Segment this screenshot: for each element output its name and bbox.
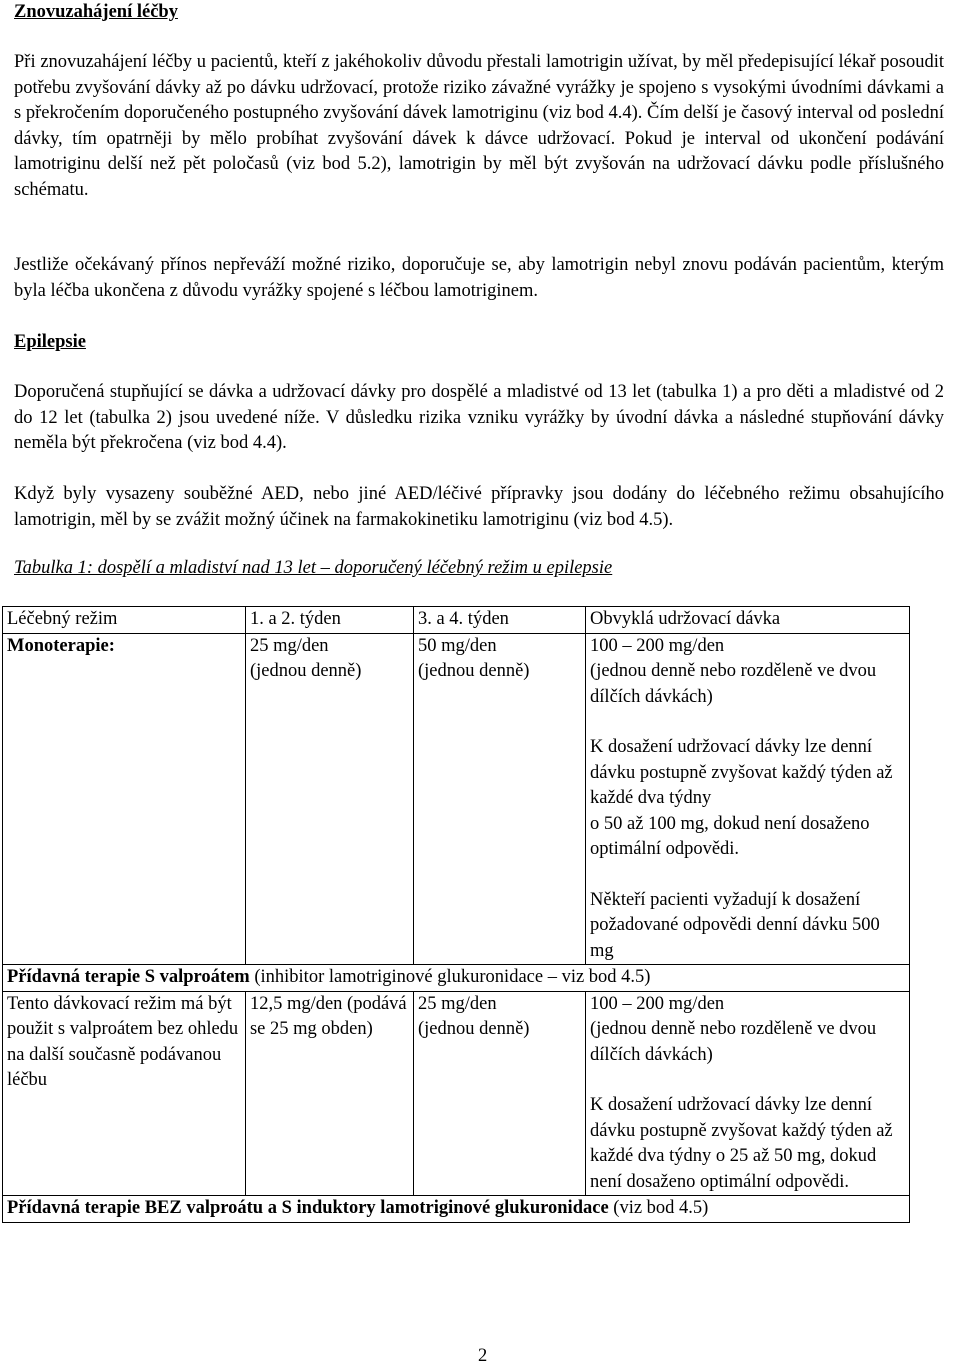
dose-text: 100 – 200 mg/den	[590, 635, 725, 656]
valproate-label: Tento dávkovací režim má být použit s valproátem bez ohledu na další současně podávanou léčbu	[3, 991, 246, 1196]
page-number: 2	[478, 1346, 488, 1366]
section-heading-epilepsy: Epilepsie	[14, 332, 86, 352]
table-row-inducer-heading	[3, 1196, 910, 1223]
monotherapy-weeks-3-4	[413, 633, 585, 965]
table-row-valproate-heading	[3, 965, 910, 992]
valproate-maintenance	[586, 991, 910, 1196]
table-header-row	[3, 607, 910, 634]
max-dose-note: Někteří pacienti vyžadují k dosažení požadované odpovědi denní dávku 500 mg	[590, 889, 880, 961]
paragraph-restart-1: Při znovuzahájení léčby u pacientů, kteří z jakéhokoliv důvodu přestali lamotrigin užívat, by měl předepisující lékař posoudit potřebu zvyšování dávky až po dávku udržovací, protože riziko závažné vyrážky je spojeno s vysokými úvodními dávkami a s překročením doporučeného postupného zvyšování dávek lamotriginu (viz bod 4.4). Čím delší je časový interval od poslední dávky, tím opatrněji by mělo probíhat zvyšování dávek k dávce udržovací. Pokud je interval od ukončení podávání lamotriginu delší než pět poločasů (viz bod 5.2), lamotrigin by měl být zvyšován na udržovací dávku podle příslušného schématu.	[14, 52, 944, 200]
dose-text: 25 mg/den	[249, 635, 329, 656]
inducer-heading-rest: (viz bod 4.5)	[608, 1198, 709, 1218]
monotherapy-label: Monoterapie:	[3, 633, 246, 965]
valproate-heading	[3, 965, 910, 992]
header-weeks-1-2: 1. a 2. týden	[245, 607, 413, 634]
paragraph-restart-2: Jestliže očekávaný přínos nepřeváží možné riziko, doporučuje se, aby lamotrigin nebyl znovu podáván pacientům, kterým byla léčba ukončena z důvodu vyrážky spojené s léčbou lamotriginem.	[14, 255, 944, 301]
header-regimen: Léčebný režim	[3, 607, 246, 634]
dose-frequency: (jednou denně nebo rozděleně ve dvou dílčích dávkách)	[590, 1019, 877, 1065]
dose-text: 25 mg/den	[417, 993, 497, 1014]
inducer-heading-bold: Přídavná terapie BEZ valproátu a S induktory lamotriginové glukuronidace	[7, 1198, 609, 1218]
monotherapy-maintenance	[586, 633, 910, 965]
valproate-heading-rest: (inhibitor lamotriginové glukuronidace – viz bod 4.5)	[249, 967, 651, 987]
valproate-weeks-1-2: 12,5 mg/den (podává se 25 mg obden)	[245, 991, 413, 1196]
paragraph-epilepsy-2: Když byly vysazeny souběžné AED, nebo jiné AED/léčivé přípravky jsou dodány do léčebného režimu obsahujícího lamotrigin, měl by se zvážit možný účinek na farmakokinetiku lamotriginu (viz bod 4.5).	[14, 484, 944, 530]
paragraph-epilepsy-1: Doporučená stupňující se dávka a udržovací dávky pro dospělé a mladistvé od 13 let (tabulka 1) a pro děti a mladistvé od 2 do 12 let (tabulka 2) jsou uvedené níže. V důsledku rizika vzniku vyrážky by úvodní dávka a následné stupňování dávky neměla být překročena (viz bod 4.4).	[14, 382, 944, 453]
header-maintenance: Obvyklá udržovací dávka	[586, 607, 910, 634]
table-caption: Tabulka 1: dospělí a mladiství nad 13 let – doporučený léčebný režim u epilepsie	[14, 558, 613, 578]
titration-note-2: o 50 až 100 mg, dokud není dosaženo optimální odpovědi.	[590, 813, 870, 859]
section-heading-restart: Znovuzahájení léčby	[14, 2, 178, 22]
titration-note: K dosažení udržovací dávky lze denní dávku postupně zvyšovat každý týden až každé dva týdny o 25 až 50 mg, dokud není dosaženo optimální odpovědi.	[590, 1095, 893, 1192]
valproate-heading-bold: Přídavná terapie S valproátem	[7, 967, 250, 987]
table-row-valproate	[3, 991, 910, 1196]
table-row-monotherapy	[3, 633, 910, 965]
dose-text: 50 mg/den	[417, 635, 497, 656]
valproate-weeks-3-4	[413, 991, 585, 1196]
inducer-heading	[3, 1196, 910, 1223]
dose-frequency: (jednou denně)	[249, 661, 362, 681]
titration-note: K dosažení udržovací dávky lze denní dávku postupně zvyšovat každý týden až každé dva týdny	[590, 737, 893, 808]
dose-frequency: (jednou denně)	[417, 661, 530, 681]
dose-text: 100 – 200 mg/den	[590, 993, 725, 1014]
dosing-table	[2, 606, 910, 1223]
dose-frequency: (jednou denně nebo rozděleně ve dvou dílčích dávkách)	[590, 661, 877, 707]
dose-frequency: (jednou denně)	[417, 1019, 530, 1039]
monotherapy-weeks-1-2	[245, 633, 413, 965]
header-weeks-3-4: 3. a 4. týden	[413, 607, 585, 634]
